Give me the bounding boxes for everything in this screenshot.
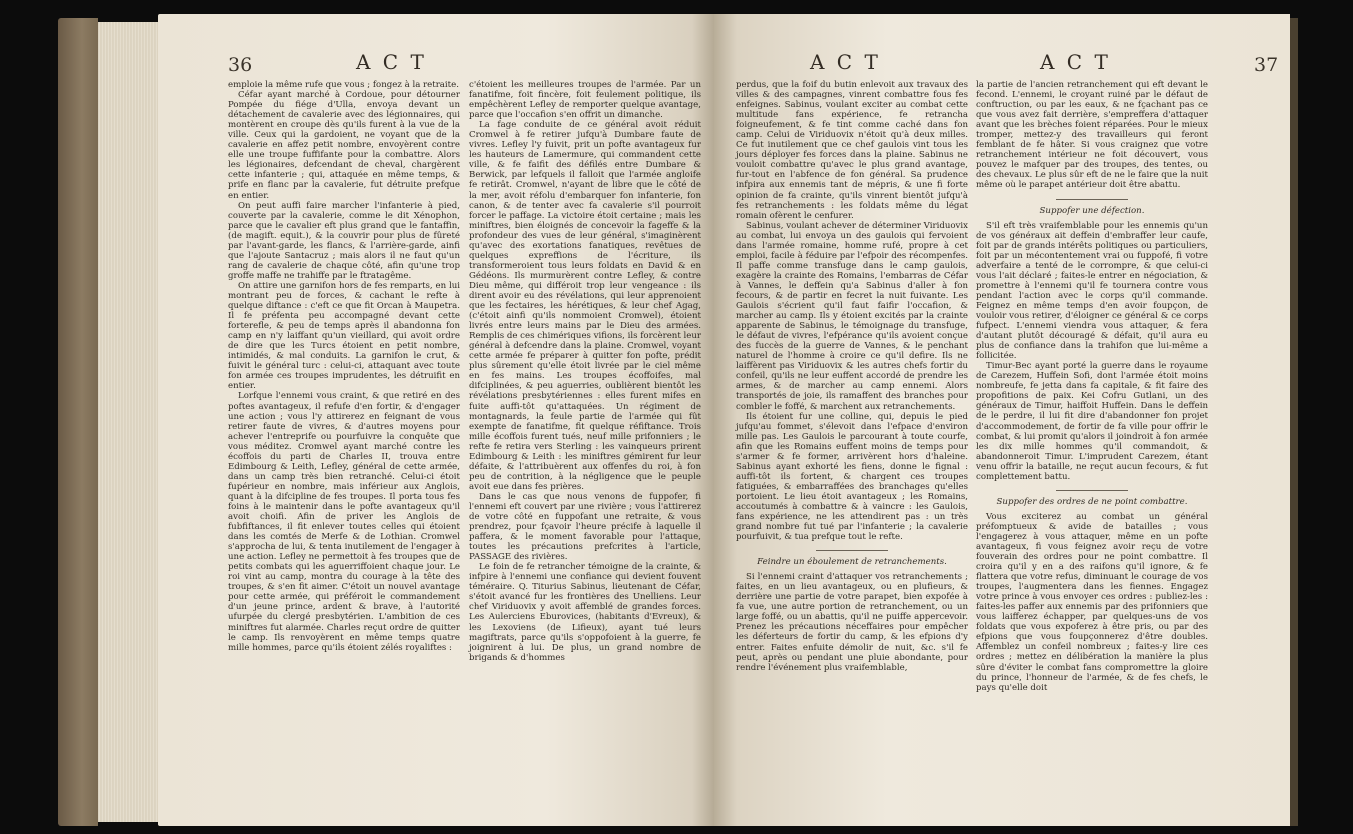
paragraph: Si l'ennemi craint d'attaquer vos retranchements ; faites, en un lieu avantageux, ou en plufieurs, & derrière une partie de votre parapet, bien expofée à fa vue, une autre portion de retranchement, ou un large foffé, ou un abattis, qu'il ne puiffe appercevoir. Prenez les précautions néceffaires pour empêcher les déferteurs de fortir du camp, & les efpions d'y entrer. Faites enfuite démolir de nuit, &c. s'il fe peut, après ou pendant une pluie abondante, pour rendre l'événement plus vraifemblable, xyxy=(736,572,968,673)
right-page-number: 37 xyxy=(1254,54,1279,76)
paragraph: Céfar ayant marché à Cordoue, pour détourner Pompée du fiége d'Ulla, envoya devant un détachement de cavalerie avec des légionnaires, qui montèrent en croupe dès qu'ils furent à la vue de la ville. Ceux qui la gardoient, ne voyant que de la cavalerie en affez petit nombre, envoyèrent contre elle une troupe fuffifante pour la combattre. Alors les légionaires, defcendant de cheval, chargèrent cette infanterie ; qui, attaquée en même temps, & prife en flanc par la cavalerie, fut détruite prefque en entier. xyxy=(228,90,460,201)
left-page-column-1 xyxy=(228,80,460,653)
paragraph: Sabinus, voulant achever de déterminer Viriduovix au combat, lui envoya un des gaulois qui fervoient dans l'armée romaine, homme rufé, propre à cet emploi, facile à féduire par l'efpoir des récompenfes. Il paffe comme transfuge dans le camp gaulois, exagère la crainte des Romains, l'embarras de Céfar à Vannes, le deffein qu'a Sabinus d'aller à fon fecours, & de partir en fecret la nuit fuivante. Les Gaulois s'écrient qu'il faut faifir l'occafion, & marcher au camp. Ils y étoient excités par la crainte apparente de Sabinus, le témoignage du transfuge, le défaut de vivres, l'efpérance qu'ils avoient conçue des fuccès de la guerre de Vannes, & le penchant naturel de l'homme à croire ce qu'il defire. Ils ne laiffèrent pas Viriduovix & les autres chefs fortir du confeil, qu'ils ne leur euffent accordé de prendre les armes, & de marcher au camp ennemi. Alors transportés de joie, ils ramaffent des branches pour combler le foffé, & marchent aux retranchements. xyxy=(736,220,968,412)
page-edges xyxy=(98,22,158,822)
book-cover-right xyxy=(1290,18,1298,826)
paragraph: On attire une garnifon hors de fes remparts, en lui montrant peu de forces, & cachant le refte à quelque diftance : c'eft ce que fit Orcan à Maupetra. Il fe préfenta peu accompagné devant cette forterefle, & peu de temps après il abandonna fon camp en n'y laiffant qu'un vieillard, qui avoit ordre de dire que les Turcs étoient en petit nombre, intimidés, & mal conduits. La garnifon le crut, & fuivit le général turc : celui-ci, attaquant avec toute fon armée ces troupes imprudentes, les détruifit en entier. xyxy=(228,280,460,392)
left-page-number: 36 xyxy=(228,54,253,76)
section-heading: Feindre un éboulement de retranchements. xyxy=(757,557,947,568)
right-page xyxy=(714,14,1290,826)
section-rule xyxy=(1056,490,1128,491)
paragraph: Ils étoient fur une colline, qui, depuis le pied jufqu'au fommet, s'élevoit dans l'efpace d'environ mille pas. Les Gaulois le parcourant à toute courfe, afin que les Romains euffent moins de temps pour s'armer & fe former, arrivèrent hors d'haleine. Sabinus ayant exhorté les fiens, donne le fignal : auffi-tôt ils fortent, & chargent ces troupes fatiguées, & embarraffées des branchages qu'elles portoient. Le lieu étoit avantageux ; les Romains, accoutumés à combattre & à vaincre : les Gaulois, fans expérience, ne les attendirent pas : un très grand nombre fut tué par l'infanterie ; la cavalerie pourfuivit, & tua prefque tout le refte. xyxy=(736,411,968,543)
paragraph: perdus, que la foif du butin enlevoit aux travaux des villes & des campagnes, vinrent combattre fous fes enfeignes. Sabinus, voulant exciter au combat cette multitude fans expérience, fe retrancha foigneufement, & fe tint comme caché dans fon camp. Celui de Viriduovix n'étoit qu'à deux milles. Ce fut inutilement que ce chef gaulois vint tous les jours déployer fes forces dans la plaine. Sabinus ne vouloit combattre qu'avec le plus grand avantage, fur-tout en l'abfence de fon général. Sa prudence infpira aux ennemis tant de mépris, & une fi forte opinion de fa crainte, qu'ils vinrent bientôt jufqu'à fes retranchements : les foldats même du légat romain ofèrent le cenfurer. xyxy=(736,80,968,221)
paragraph: S'il eft très vraifemblable pour les ennemis qu'un de vos généraux ait deffein d'embraffer leur caufe, foit par de grands intérêts politiques ou particuliers, foit par un mécontentement vrai ou fuppofé, fi votre adverfaire a tenté de le corrompre, & que celui-ci vous l'ait déclaré ; faites-le entrer en négociation, & promettre à l'ennemi qu'il fe tournera contre vous pendant l'action avec le corps qu'il commande. Feignez en même temps d'en avoir foupçon, de vouloir vous retirer, d'éloigner ce général & ce corps fufpect. L'ennemi viendra vous attaquer, & fera d'autant plutôt découragé & défait, qu'il aura eu plus de confiance dans la trahifon que lui-même a follicitée. xyxy=(976,220,1208,362)
paragraph: Dans le cas que nous venons de fuppofer, fi l'ennemi eft couvert par une rivière ; vous l'attirerez de votre côté en fuppofant une retraite, & vous prendrez, pour fçavoir l'heure précife à laquelle il paffera, & le moment favorable pour l'attaque, toutes les précautions prefcrites à l'article, PASSAGE des rivières. xyxy=(469,491,701,563)
right-page-header-right: A C T xyxy=(1040,50,1111,74)
paragraph: la partie de l'ancien retranchement qui eft devant le fecond. L'ennemi, le croyant ruiné par le défaut de conftruction, ou par les eaux, & ne fçachant pas ce que vous avez fait derrière, s'empreffera d'attaquer avant que les brèches foient réparées. Pour le mieux tromper, mettez-y des travailleurs qui feront femblant de fe hâter. Si vous craignez que votre retranchement intérieur ne foit découvert, vous pouvez le mafquer par des troupes, des tentes, ou des chevaux. Le plus sûr eft de ne le faire que la nuit même où le parapet antérieur doit être abattu. xyxy=(976,80,1208,191)
right-page-column-2 xyxy=(976,80,1208,693)
paragraph: Timur-Bec ayant porté la guerre dans le royaume de Carezem, Huffein Sofi, dont l'armée étoit moins nombreufe, fe jetta dans fa capitale, & fit faire des propofitions de paix. Kei Cofru Gutlani, un des généraux de Timur, haiffoit Huffein. Dans le deffein de le perdre, il lui fit dire d'abandonner fon projet d'accommodement, de fortir de fa ville pour offrir le combat, & lui promit qu'alors il joindroit à fon armée les dix mille hommes qu'il commandoit, & abandonneroit Timur. L'imprudent Carezem, étant venu offrir la bataille, ne reçut aucun fecours, & fut complettement battu. xyxy=(976,361,1208,482)
book-cover-left xyxy=(58,18,98,826)
paragraph: On peut auffi faire marcher l'infanterie à pied, couverte par la cavalerie, comme le dit Xénophon, parce que le cavalier eft plus grand que le fantaffin, (de magift. equit.), & la couvrir pour plus de fûreté par l'avant-garde, les flancs, & l'arrière-garde, ainfi que l'ajoute Santacruz ; mais alors il ne faut qu'un rang de cavalerie de chaque côté, afin qu'une trop groffe maffe ne trahiffe par le ftratagême. xyxy=(228,200,460,281)
left-page xyxy=(158,14,714,826)
paragraph: La fage conduite de ce général avoit réduit Cromwel à fe retirer jufqu'à Dumbare faute de vivres. Lefley l'y fuivit, prit un pofte avantageux fur les hauteurs de Lamermure, qui commandent cette ville, & fe faifit des défilés entre Dumbare & Berwick, par lefquels il falloit que l'armée angloife fe retirât. Cromwel, n'ayant de libre que le côté de la mer, avoit réfolu d'embarquer fon infanterie, fon canon, & de tenter avec fa cavalerie s'il pourroit forcer le paffage. La victoire étoit certaine ; mais les miniftres, bien éloignés de concevoir la fageffe & la profondeur des vues de leur général, s'imaginèrent qu'avec des exortations fanatiques, revêtues de quelques expreffions de l'écriture, ils transformeroient tous leurs foldats en David & en Gédéons. Ils murmurèrent contre Lefley, & contre Dieu même, qui différoit trop leur vengeance : ils dirent avoir eu des révélations, qui leur apprenoient que les fectaires, les hérétiques, & leur chef Agag, (c'étoit ainfi qu'ils nommoient Cromwel), étoient livrés entre leurs mains par le Dieu des armées. Remplis de ces chimériques vifions, ils forcèrent leur général à defcendre dans la plaine. Cromwel, voyant cette armée fe préparer à quitter fon pofte, prédit plus sûrement qu'elle étoit livrée par le ciel même en fes mains. Les troupes écoffoifes, mal difciplinées, & peu aguerries, oublièrent bientôt les révélations presbytériennes : elles furent mifes en fuite auffi-tôt qu'attaquées. Un régiment de montagnards, la feule partie de l'armée qui fût exempte de fanatifme, fit quelque réfiftance. Trois mille écoffois furent tués, neuf mille prifonniers ; le refte fe retira vers Sterling : les vainqueurs prirent Edimbourg & Leith : les miniftres gémirent fur leur défaite, & l'attribuèrent aux offenfes du roi, à fon peu de contrition, à la négligence que le peuple avoit eue dans fes prières. xyxy=(469,120,701,492)
right-page-header-left: A C T xyxy=(810,50,881,74)
section-heading: Suppofer une défection. xyxy=(1039,205,1145,216)
paragraph: Le foin de fe retrancher témoigne de la crainte, & infpire à l'ennemi une confiance qui devient fouvent téméraire. Q. Titurius Sabinus, lieutenant de Céfar, s'étoit avancé fur les frontières des Unelliens. Leur chef Viriduovix y avoit affemblé de grandes forces. Les Aulerciens Eburovices, (habitants d'Evreux), & les Lexoviens (de Lifieux), ayant tué leurs magiftrats, parce qu'ils s'oppofoient à la guerre, fe joignirent à lui. De plus, un grand nombre de brigands & d'hommes xyxy=(469,562,701,663)
section-rule xyxy=(1056,199,1128,200)
paragraph: c'étoient les meilleures troupes de l'armée. Par un fanatifme, foit fincère, foit feulement politique, ils empêchèrent Lefley de remporter quelque avantage, parce que l'occafion s'en offrit un dimanche. xyxy=(469,80,701,121)
paragraph: Lorfque l'ennemi vous craint, & que retiré en des poftes avantageux, il refufe d'en fortir, & d'engager une action ; vous l'y attirerez en feignant de vous retirer faute de vivres, & d'autres moyens pour achever l'entreprife ou pourfuivre la conquête que vous méditez. Cromwel ayant marché contre les écoffois du parti de Charles II, trouva entre Edimbourg & Leith, Lefley, général de cette armée, dans un camp très bien retranché. Celui-ci étoit fupérieur en nombre, mais inférieur aux Anglois, quant à la difcipline de fes troupes. Il porta tous fes foins à le maintenir dans le pofte avantageux qu'il avoit choifi. Afin de priver les Anglois de fubfiftances, il fit enlever toutes celles qui étoient dans les comtés de Merfe & de Lothian. Cromwel s'approcha de lui, & tenta inutilement de l'engager à une action. Lefley ne permettoit à fes troupes que de petits combats qui les aguerriffoient chaque jour. Le roi vint au camp, montra du courage à la tête des troupes, & s'en fit aimer. C'étoit un nouvel avantage pour cette armée, qui préféroit le commandement d'un jeune prince, ardent & brave, à l'autorité ufurpée du clergé presbytérien. L'ambition de ces miniftres fut alarmée. Charles reçut ordre de quitter le camp. Ils renvoyèrent en même temps quatre mille hommes, parce qu'ils étoient zélés royaliftes : xyxy=(228,391,460,653)
paragraph: emploie la même rufe que vous ; fongez à la retraite. xyxy=(228,80,459,90)
paragraph: Vous exciterez au combat un général préfomptueux & avide de batailles ; vous l'engagerez à vous attaquer, même en un pofte avantageux, fi vous feignez avoir reçu de votre fouverain des ordres pour ne point combattre. Il croira qu'il y en a des raifons qu'il ignore, & fe flattera que votre refus, diminuant le courage de vos troupes, l'augmentera dans les fiennes. Engagez votre prince à vous envoyer ces ordres : publiez-les : faites-les paffer aux ennemis par des prifonniers que vous laifferez échapper, par quelques-uns de vos foldats que vous expoferez à être pris, ou par des efpions que vous foupçonnerez d'être doubles. Affemblez un confeil nombreux ; faites-y lire ces ordres ; mettez en délibération la manière la plus sûre d'éviter le combat fans compromettre la gloire du prince, l'honneur de l'armée, & de fes chefs, le pays qu'elle doit xyxy=(976,511,1208,693)
right-page-column-1 xyxy=(736,80,968,673)
section-rule xyxy=(816,550,888,551)
left-page-column-2 xyxy=(469,80,701,663)
left-page-header: A C T xyxy=(356,50,427,74)
section-heading: Suppofer des ordres de ne point combattre. xyxy=(996,496,1188,507)
